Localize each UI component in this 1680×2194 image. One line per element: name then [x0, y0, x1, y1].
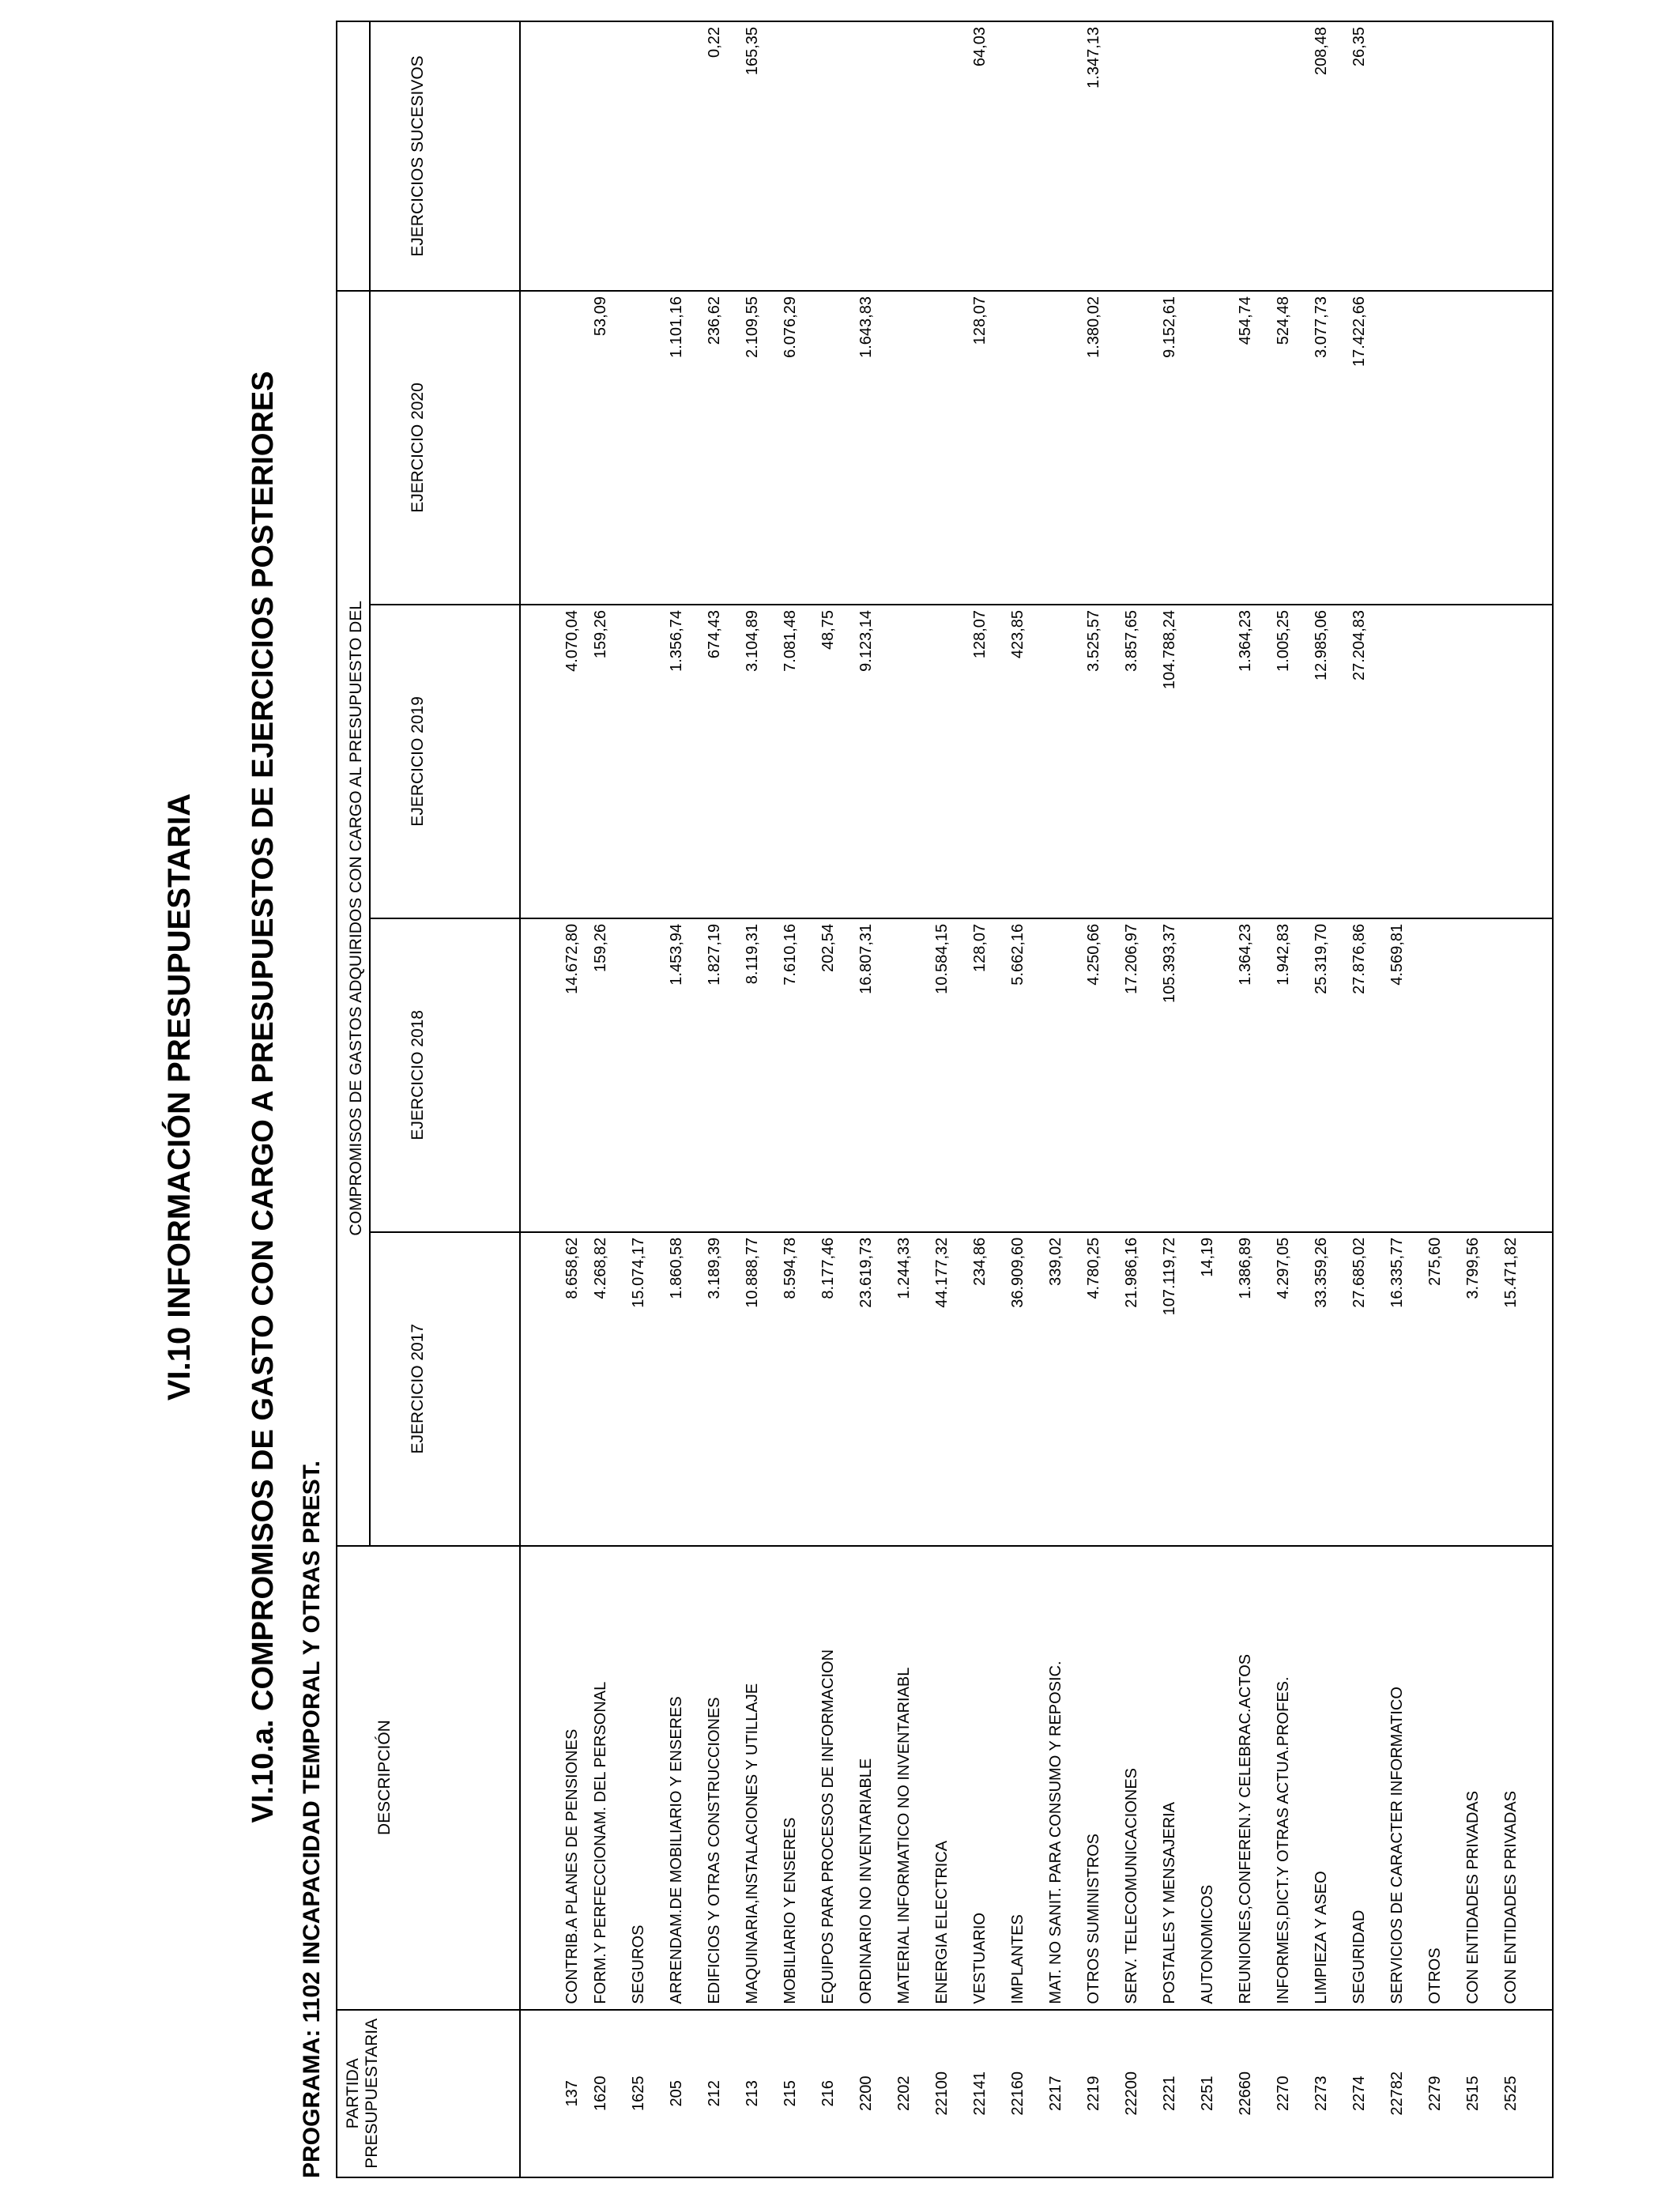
- ejercicio-2018-cell: 14.672,80: [520, 918, 582, 1232]
- ejercicio-2018-cell: [1037, 918, 1075, 1232]
- partida-cell: 22782: [1378, 2010, 1416, 2177]
- partida-cell: 22660: [1226, 2010, 1264, 2177]
- ejercicio-2019-cell: [885, 605, 923, 918]
- ejercicio-2018-cell: 16.807,31: [847, 918, 885, 1232]
- descripcion-cell: MOBILIARIO Y ENSERES: [771, 1546, 809, 2010]
- ejercicio-2019-cell: 3.857,65: [1113, 605, 1151, 918]
- ejercicio-2020-cell: 524,48: [1264, 291, 1302, 605]
- table-row: [733, 21, 771, 2177]
- partida-cell: 2221: [1151, 2010, 1188, 2177]
- ejercicio-2017-cell: 275,60: [1416, 1232, 1454, 1546]
- ejercicio-2019-cell: 7.081,48: [771, 605, 809, 918]
- partida-cell: 212: [695, 2010, 733, 2177]
- ejercicio-2019-cell: 4.070,04: [520, 605, 582, 918]
- ejercicios-sucesivos-cell: 26,35: [1340, 21, 1378, 291]
- header-ejercicio-2017: EJERCICIO 2017: [370, 1232, 520, 1546]
- table-row: [1075, 21, 1113, 2177]
- partida-cell: 216: [809, 2010, 847, 2177]
- descripcion-cell: CON ENTIDADES PRIVADAS: [1454, 1546, 1492, 2010]
- ejercicios-sucesivos-cell: [1113, 21, 1151, 291]
- descripcion-cell: REUNIONES,CONFEREN.Y CELEBRAC.ACTOS: [1226, 1546, 1264, 2010]
- ejercicio-2019-cell: 128,07: [961, 605, 999, 918]
- ejercicio-2019-cell: 48,75: [809, 605, 847, 918]
- ejercicio-2019-cell: [620, 605, 657, 918]
- table-row: [695, 21, 733, 2177]
- ejercicios-sucesivos-cell: [582, 21, 620, 291]
- ejercicios-sucesivos-cell: [620, 21, 657, 291]
- descripcion-cell: LIMPIEZA Y ASEO: [1302, 1546, 1340, 2010]
- table-row: [1378, 21, 1416, 2177]
- descripcion-cell: MAQUINARIA,INSTALACIONES Y UTILLAJE: [733, 1546, 771, 2010]
- ejercicio-2020-cell: 6.076,29: [771, 291, 809, 605]
- partida-cell: 22160: [999, 2010, 1037, 2177]
- ejercicio-2017-cell: 14,19: [1188, 1232, 1226, 1546]
- descripcion-cell: MATERIAL INFORMATICO NO INVENTARIABL: [885, 1546, 923, 2010]
- descripcion-cell: OTROS: [1416, 1546, 1454, 2010]
- table-row: [923, 21, 961, 2177]
- ejercicio-2020-cell: [1188, 291, 1226, 605]
- ejercicio-2017-cell: 33.359,26: [1302, 1232, 1340, 1546]
- table-row: [1151, 21, 1188, 2177]
- ejercicios-sucesivos-cell: [771, 21, 809, 291]
- header-partida: PARTIDA PRESUPUESTARIA: [337, 2010, 520, 2177]
- header-group-spacer: [337, 21, 370, 291]
- descripcion-cell: CON ENTIDADES PRIVADAS: [1492, 1546, 1530, 2010]
- ejercicio-2017-cell: 36.909,60: [999, 1232, 1037, 1546]
- partida-cell: 2217: [1037, 2010, 1075, 2177]
- ejercicio-2020-cell: [809, 291, 847, 605]
- ejercicio-2020-cell: 1.643,83: [847, 291, 885, 605]
- empty-cell: [1530, 918, 1553, 1232]
- header-descripcion: DESCRIPCIÓN: [337, 1546, 520, 2010]
- ejercicio-2017-cell: 21.986,16: [1113, 1232, 1151, 1546]
- ejercicio-2020-cell: 128,07: [961, 291, 999, 605]
- ejercicios-sucesivos-cell: [1151, 21, 1188, 291]
- ejercicios-sucesivos-cell: [999, 21, 1037, 291]
- ejercicio-2017-cell: 234,86: [961, 1232, 999, 1546]
- ejercicio-2018-cell: [620, 918, 657, 1232]
- ejercicio-2018-cell: 10.584,15: [923, 918, 961, 1232]
- ejercicios-sucesivos-cell: 1.347,13: [1075, 21, 1113, 291]
- ejercicio-2018-cell: [1492, 918, 1530, 1232]
- ejercicio-2017-cell: 15.074,17: [620, 1232, 657, 1546]
- table-row: [1302, 21, 1340, 2177]
- ejercicio-2019-cell: 159,26: [582, 605, 620, 918]
- ejercicio-2017-cell: 16.335,77: [1378, 1232, 1416, 1546]
- ejercicio-2018-cell: 1.942,83: [1264, 918, 1302, 1232]
- ejercicio-2019-cell: 1.356,74: [657, 605, 695, 918]
- empty-cell: [1530, 1546, 1553, 2010]
- ejercicio-2017-cell: 27.685,02: [1340, 1232, 1378, 1546]
- partida-cell: 137: [520, 2010, 582, 2177]
- ejercicio-2020-cell: [1378, 291, 1416, 605]
- ejercicios-sucesivos-cell: [1264, 21, 1302, 291]
- ejercicio-2019-cell: 27.204,83: [1340, 605, 1378, 918]
- table-row: [961, 21, 999, 2177]
- table-row: [1492, 21, 1530, 2177]
- ejercicio-2018-cell: [1454, 918, 1492, 1232]
- ejercicios-sucesivos-cell: [847, 21, 885, 291]
- ejercicio-2019-cell: 12.985,06: [1302, 605, 1340, 918]
- ejercicio-2020-cell: [620, 291, 657, 605]
- ejercicio-2020-cell: [923, 291, 961, 605]
- header-group: COMPROMISOS DE GASTOS ADQUIRIDOS CON CARGO AL PRESUPUESTO DEL: [337, 291, 370, 1546]
- partida-cell: 2251: [1188, 2010, 1226, 2177]
- ejercicios-sucesivos-cell: [809, 21, 847, 291]
- table-row: [1113, 21, 1151, 2177]
- ejercicio-2020-cell: 9.152,61: [1151, 291, 1188, 605]
- table-row: [1226, 21, 1264, 2177]
- ejercicios-sucesivos-cell: 64,03: [961, 21, 999, 291]
- table-row: [809, 21, 847, 2177]
- partida-cell: 2515: [1454, 2010, 1492, 2177]
- descripcion-cell: POSTALES Y MENSAJERIA: [1151, 1546, 1188, 2010]
- ejercicios-sucesivos-cell: [1188, 21, 1226, 291]
- table-row: [657, 21, 695, 2177]
- ejercicio-2019-cell: [1492, 605, 1530, 918]
- empty-cell: [1530, 1232, 1553, 1546]
- descripcion-cell: MAT. NO SANIT. PARA CONSUMO Y REPOSIC.: [1037, 1546, 1075, 2010]
- ejercicio-2019-cell: 104.788,24: [1151, 605, 1188, 918]
- partida-cell: 2270: [1264, 2010, 1302, 2177]
- descripcion-cell: SEGURIDAD: [1340, 1546, 1378, 2010]
- ejercicio-2019-cell: 423,85: [999, 605, 1037, 918]
- ejercicios-sucesivos-cell: 208,48: [1302, 21, 1340, 291]
- ejercicio-2018-cell: 128,07: [961, 918, 999, 1232]
- descripcion-cell: EQUIPOS PARA PROCESOS DE INFORMACION: [809, 1546, 847, 2010]
- ejercicios-sucesivos-cell: [1416, 21, 1454, 291]
- ejercicio-2020-cell: 2.109,55: [733, 291, 771, 605]
- ejercicio-2018-cell: 25.319,70: [1302, 918, 1340, 1232]
- ejercicio-2020-cell: 454,74: [1226, 291, 1264, 605]
- partida-cell: 2200: [847, 2010, 885, 2177]
- ejercicios-sucesivos-cell: 0,22: [695, 21, 733, 291]
- table-row: [1037, 21, 1075, 2177]
- ejercicio-2018-cell: 159,26: [582, 918, 620, 1232]
- ejercicio-2020-cell: 53,09: [582, 291, 620, 605]
- descripcion-cell: VESTUARIO: [961, 1546, 999, 2010]
- ejercicio-2020-cell: [1454, 291, 1492, 605]
- ejercicio-2017-cell: 4.297,05: [1264, 1232, 1302, 1546]
- ejercicios-sucesivos-cell: [923, 21, 961, 291]
- table-row: [520, 21, 582, 2177]
- ejercicio-2019-cell: 3.104,89: [733, 605, 771, 918]
- ejercicio-2018-cell: [885, 918, 923, 1232]
- page-title: VI.10 INFORMACIÓN PRESUPUESTARIA: [162, 793, 197, 1401]
- descripcion-cell: EDIFICIOS Y OTRAS CONSTRUCCIONES: [695, 1546, 733, 2010]
- ejercicio-2020-cell: [1416, 291, 1454, 605]
- header-ejercicio-2018: EJERCICIO 2018: [370, 918, 520, 1232]
- commitments-table: [336, 21, 1554, 2178]
- ejercicio-2018-cell: 4.569,81: [1378, 918, 1416, 1232]
- table-row: [620, 21, 657, 2177]
- ejercicio-2017-cell: 107.119,72: [1151, 1232, 1188, 1546]
- ejercicio-2020-cell: 236,62: [695, 291, 733, 605]
- ejercicio-2020-cell: [885, 291, 923, 605]
- ejercicios-sucesivos-cell: [657, 21, 695, 291]
- descripcion-cell: FORM.Y PERFECCIONAM. DEL PERSONAL: [582, 1546, 620, 2010]
- ejercicio-2019-cell: [1188, 605, 1226, 918]
- ejercicio-2020-cell: 1.101,16: [657, 291, 695, 605]
- ejercicio-2020-cell: [520, 291, 582, 605]
- ejercicio-2019-cell: [1416, 605, 1454, 918]
- ejercicio-2017-cell: 15.471,82: [1492, 1232, 1530, 1546]
- descripcion-cell: INFORMES,DICT.Y OTRAS ACTUA.PROFES.: [1264, 1546, 1302, 2010]
- ejercicio-2019-cell: [1454, 605, 1492, 918]
- ejercicio-2017-cell: 3.799,56: [1454, 1232, 1492, 1546]
- ejercicio-2017-cell: 10.888,77: [733, 1232, 771, 1546]
- ejercicio-2017-cell: 8.177,46: [809, 1232, 847, 1546]
- empty-cell: [1530, 21, 1553, 291]
- table-row: [999, 21, 1037, 2177]
- partida-cell: 2202: [885, 2010, 923, 2177]
- ejercicio-2017-cell: 1.386,89: [1226, 1232, 1264, 1546]
- partida-cell: 22100: [923, 2010, 961, 2177]
- header-ejercicio-2020: EJERCICIO 2020: [370, 291, 520, 605]
- table-row: [1416, 21, 1454, 2177]
- table-row: [847, 21, 885, 2177]
- descripcion-cell: SERVICIOS DE CARACTER INFORMATICO: [1378, 1546, 1416, 2010]
- partida-cell: 2219: [1075, 2010, 1113, 2177]
- descripcion-cell: ARRENDAM.DE MOBILIARIO Y ENSERES: [657, 1546, 695, 2010]
- partida-cell: 22200: [1113, 2010, 1151, 2177]
- partida-cell: 205: [657, 2010, 695, 2177]
- table-row: [1264, 21, 1302, 2177]
- ejercicios-sucesivos-cell: [885, 21, 923, 291]
- ejercicios-sucesivos-cell: [1378, 21, 1416, 291]
- table-body: [520, 21, 1553, 2177]
- ejercicio-2020-cell: [1037, 291, 1075, 605]
- partida-cell: 215: [771, 2010, 809, 2177]
- ejercicio-2018-cell: 202,54: [809, 918, 847, 1232]
- ejercicio-2018-cell: 17.206,97: [1113, 918, 1151, 1232]
- partida-cell: 2525: [1492, 2010, 1530, 2177]
- ejercicio-2020-cell: [999, 291, 1037, 605]
- ejercicio-2017-cell: 8.658,62: [520, 1232, 582, 1546]
- ejercicio-2020-cell: [1492, 291, 1530, 605]
- table-row: [771, 21, 809, 2177]
- ejercicio-2019-cell: 9.123,14: [847, 605, 885, 918]
- ejercicio-2018-cell: 1.453,94: [657, 918, 695, 1232]
- empty-cell: [1530, 605, 1553, 918]
- page-subtitle: VI.10.a. COMPROMISOS DE GASTO CON CARGO A PRESUPUESTOS DE EJERCICIOS POSTERIORES: [247, 371, 280, 1823]
- partida-cell: 2273: [1302, 2010, 1340, 2177]
- ejercicio-2018-cell: [1416, 918, 1454, 1232]
- ejercicio-2017-cell: 3.189,39: [695, 1232, 733, 1546]
- ejercicio-2017-cell: 4.780,25: [1075, 1232, 1113, 1546]
- ejercicio-2020-cell: 17.422,66: [1340, 291, 1378, 605]
- ejercicio-2018-cell: 1.827,19: [695, 918, 733, 1232]
- descripcion-cell: SEGUROS: [620, 1546, 657, 2010]
- partida-cell: 213: [733, 2010, 771, 2177]
- ejercicio-2017-cell: 339,02: [1037, 1232, 1075, 1546]
- header-ejercicios-sucesivos: EJERCICIOS SUCESIVOS: [370, 21, 520, 291]
- ejercicios-sucesivos-cell: [1492, 21, 1530, 291]
- ejercicio-2020-cell: [1113, 291, 1151, 605]
- ejercicio-2018-cell: 4.250,66: [1075, 918, 1113, 1232]
- table-row: [885, 21, 923, 2177]
- ejercicio-2018-cell: [1188, 918, 1226, 1232]
- ejercicios-sucesivos-cell: [1226, 21, 1264, 291]
- ejercicio-2019-cell: [923, 605, 961, 918]
- ejercicio-2018-cell: 5.662,16: [999, 918, 1037, 1232]
- ejercicio-2017-cell: 44.177,32: [923, 1232, 961, 1546]
- empty-cell: [1530, 291, 1553, 605]
- header-ejercicio-2019: EJERCICIO 2019: [370, 605, 520, 918]
- ejercicio-2019-cell: [1378, 605, 1416, 918]
- ejercicio-2020-cell: 3.077,73: [1302, 291, 1340, 605]
- table-row: [582, 21, 620, 2177]
- descripcion-cell: CONTRIB.A PLANES DE PENSIONES: [520, 1546, 582, 2010]
- table-spacer-row: [1530, 21, 1553, 2177]
- ejercicio-2019-cell: 1.005,25: [1264, 605, 1302, 918]
- ejercicio-2017-cell: 1.860,58: [657, 1232, 695, 1546]
- ejercicio-2018-cell: 7.610,16: [771, 918, 809, 1232]
- ejercicios-sucesivos-cell: 165,35: [733, 21, 771, 291]
- ejercicio-2019-cell: 3.525,57: [1075, 605, 1113, 918]
- ejercicio-2019-cell: [1037, 605, 1075, 918]
- ejercicio-2018-cell: 105.393,37: [1151, 918, 1188, 1232]
- ejercicio-2018-cell: 8.119,31: [733, 918, 771, 1232]
- ejercicio-2017-cell: 8.594,78: [771, 1232, 809, 1546]
- descripcion-cell: SERV. TELECOMUNICACIONES: [1113, 1546, 1151, 2010]
- partida-cell: 2279: [1416, 2010, 1454, 2177]
- ejercicio-2017-cell: 23.619,73: [847, 1232, 885, 1546]
- ejercicios-sucesivos-cell: [520, 21, 582, 291]
- table-row: [1340, 21, 1378, 2177]
- ejercicio-2019-cell: 674,43: [695, 605, 733, 918]
- table-row: [1454, 21, 1492, 2177]
- ejercicios-sucesivos-cell: [1037, 21, 1075, 291]
- ejercicio-2018-cell: 27.876,86: [1340, 918, 1378, 1232]
- partida-cell: 1625: [620, 2010, 657, 2177]
- partida-cell: 2274: [1340, 2010, 1378, 2177]
- programa-label: PROGRAMA: 1102 INCAPACIDAD TEMPORAL Y OTRAS PREST.: [299, 1461, 325, 2178]
- table-row: [1188, 21, 1226, 2177]
- empty-cell: [1530, 2010, 1553, 2177]
- partida-cell: 22141: [961, 2010, 999, 2177]
- descripcion-cell: AUTONOMICOS: [1188, 1546, 1226, 2010]
- ejercicios-sucesivos-cell: [1454, 21, 1492, 291]
- ejercicio-2019-cell: 1.364,23: [1226, 605, 1264, 918]
- ejercicio-2018-cell: 1.364,23: [1226, 918, 1264, 1232]
- ejercicio-2020-cell: 1.380,02: [1075, 291, 1113, 605]
- ejercicio-2017-cell: 4.268,82: [582, 1232, 620, 1546]
- descripcion-cell: IMPLANTES: [999, 1546, 1037, 2010]
- partida-cell: 1620: [582, 2010, 620, 2177]
- ejercicio-2017-cell: 1.244,33: [885, 1232, 923, 1546]
- descripcion-cell: OTROS SUMINISTROS: [1075, 1546, 1113, 2010]
- descripcion-cell: ENERGIA ELECTRICA: [923, 1546, 961, 2010]
- descripcion-cell: ORDINARIO NO INVENTARIABLE: [847, 1546, 885, 2010]
